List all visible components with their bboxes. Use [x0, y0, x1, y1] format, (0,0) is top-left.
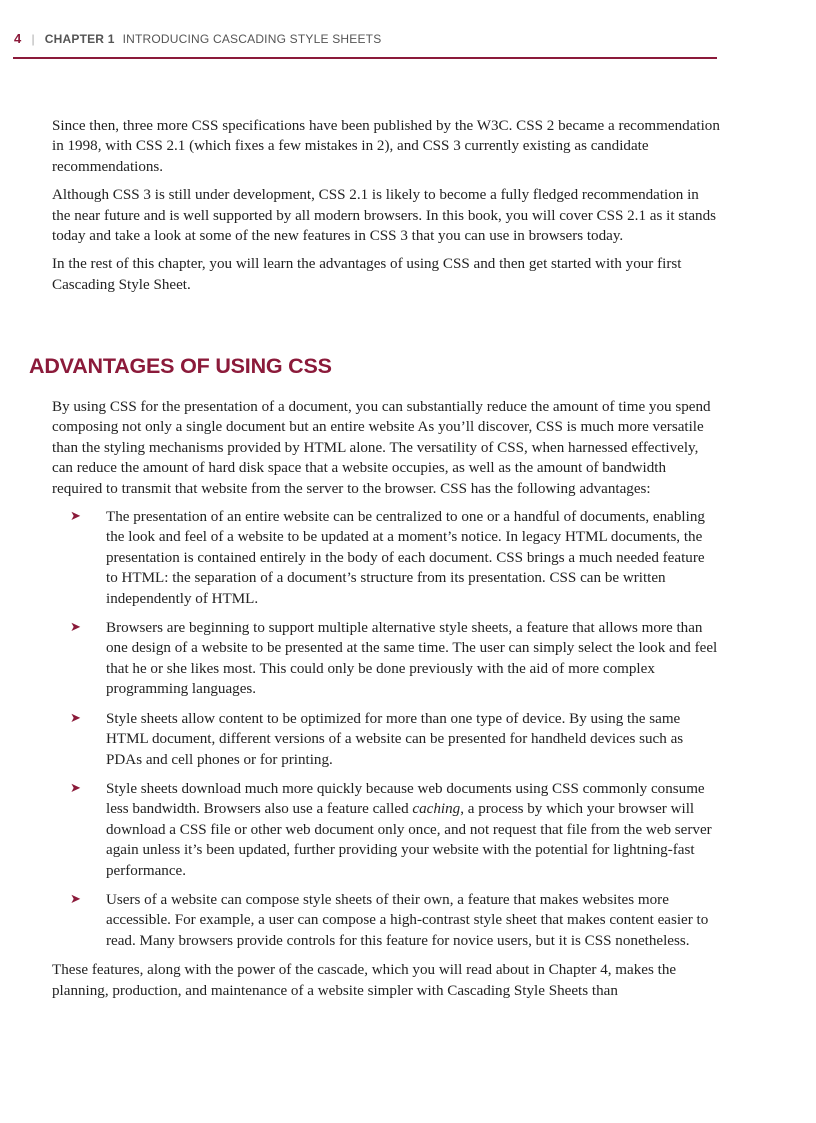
list-item-text: Users of a website can compose style sheets of their own, a feature that makes websites more accessible. For example, a user can compose a high-contrast style sheet that makes content easier to read. Many browsers provide controls for this feature for novice users, but it is CSS nonetheless.	[106, 891, 709, 949]
list-item	[52, 618, 720, 700]
intro-section	[52, 116, 720, 303]
arrow-bullet-icon: ➤	[70, 710, 81, 726]
intro-paragraph: Although CSS 3 is still under development, CSS 2.1 is likely to become a fully fledged recommendation in the near future and is well supported by all modern browsers. In this book, you will cover CSS 2.1 as it stands today and take a look at some of the new features in CSS 3 that you can use in browsers today.	[52, 187, 717, 245]
list-item-text: The presentation of an entire website can be centralized to one or a handful of documents, enabling the look and feel of a website to be updated at a moment’s notice. In legacy HTML documents, the presentation is contained entirely in the body of each document. CSS brings a much needed feature to HTML: the separation of a document’s structure from its presentation. CSS can be written independently of HTML.	[106, 509, 705, 607]
header-separator: |	[31, 32, 35, 46]
closing-paragraph: These features, along with the power of the cascade, which you will read about in Chapter 4, makes the planning, production, and maintenance of a website simpler with Cascading Style Sheets than	[52, 962, 677, 999]
advantages-list	[52, 507, 720, 951]
arrow-bullet-icon: ➤	[70, 780, 81, 796]
chapter-label: CHAPTER 1	[44, 32, 115, 46]
section-heading: ADVANTAGES OF USING CSS	[29, 354, 332, 378]
arrow-bullet-icon: ➤	[70, 509, 81, 525]
list-item	[52, 507, 720, 609]
lead-paragraph: By using CSS for the presentation of a document, you can substantially reduce the amount of time you spend composing not only a single document but an entire website As you’ll discover, CSS is much more versatile than the styling mechanisms provided by HTML alone. The versatility of CSS, when harnessed effectively, can reduce the amount of hard disk space that a website occupies, as well as the amount of bandwidth required to transmit that website from the server to the browser. CSS has the following advantages:	[52, 399, 711, 497]
arrow-bullet-icon: ➤	[70, 891, 81, 907]
intro-paragraph: In the rest of this chapter, you will learn the advantages of using CSS and then get started with your first Cascading Style Sheet.	[52, 256, 682, 293]
list-item-text-end: , a process by which your browser will download a CSS file or other web document only once, and not request that file from the web server again unless it’s been updated, further providing your website with the potential for lightning-fast performance.	[106, 801, 712, 879]
running-header	[14, 31, 717, 46]
page-number: 4	[14, 31, 22, 46]
header-rule	[13, 57, 717, 59]
list-item-text: Browsers are beginning to support multiple alternative style sheets, a feature that allows more than one design of a website to be presented at the same time. The user can simply select the look and feel that he or she likes most. This could only be done previously with the aid of more complex programming languages.	[106, 620, 718, 698]
list-item-text-start: Style sheets download much more quickly because web documents using CSS commonly consume less bandwidth. Browsers also use a feature called	[106, 780, 705, 818]
emphasis-term: caching	[412, 801, 461, 818]
chapter-title: INTRODUCING CASCADING STYLE SHEETS	[122, 32, 382, 46]
list-item	[52, 779, 720, 881]
list-item	[52, 709, 720, 770]
list-item	[52, 890, 720, 951]
list-item-text: Style sheets allow content to be optimized for more than one type of device. By using the same HTML document, different versions of a website can be presented for handheld devices such as PDAs and cell phones or for printing.	[106, 710, 684, 768]
intro-paragraph: Since then, three more CSS specifications have been published by the W3C. CSS 2 became a recommendation in 1998, with CSS 2.1 (which fixes a few mistakes in 2), and CSS 3 currently existing as candidate recommendations.	[52, 118, 720, 175]
arrow-bullet-icon: ➤	[70, 620, 81, 636]
advantages-section	[52, 397, 720, 1009]
